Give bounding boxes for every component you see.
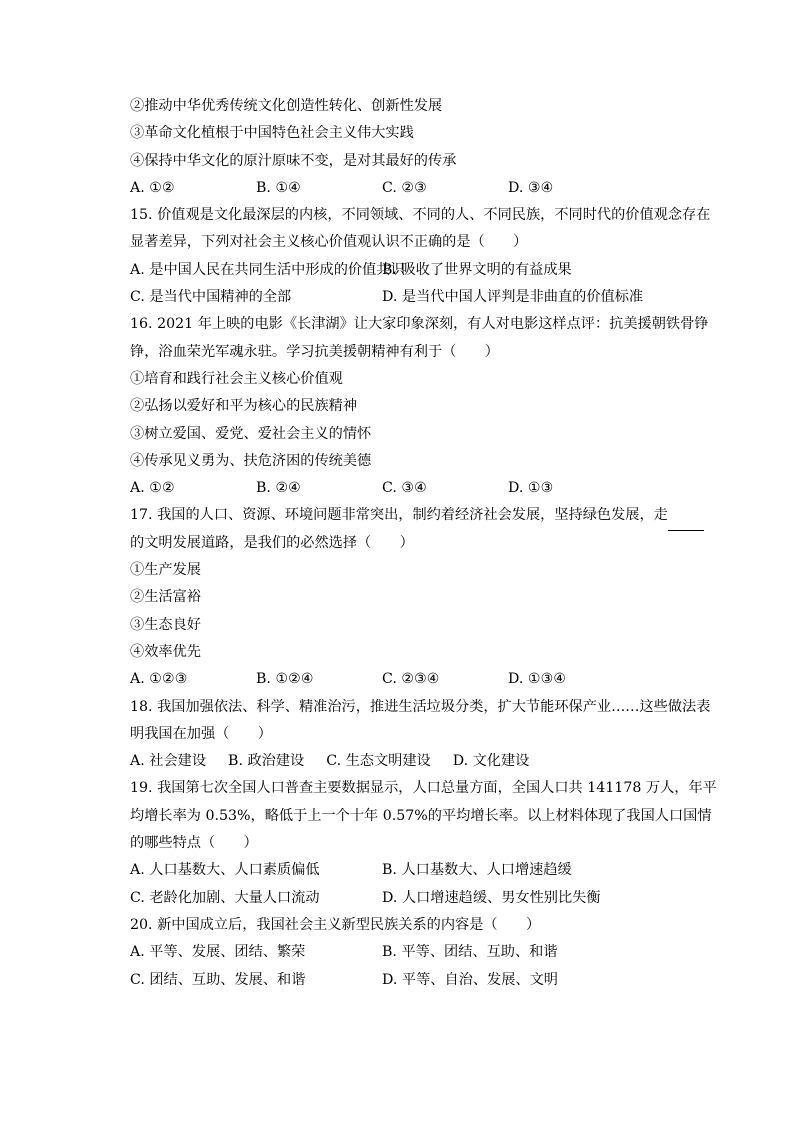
answer-options — [130, 175, 700, 202]
question-list — [130, 93, 717, 994]
option-b: B. 平等、团结、互助、和谐 — [382, 944, 558, 961]
option-c: C. 生态文明建设 — [326, 753, 431, 770]
question-19 — [130, 775, 717, 911]
statement-3: ③树立爱国、爱党、爱社会主义的情怀 — [130, 425, 372, 442]
question-stem: 显著差异，下列对社会主义核心价值观认识不正确的是（ ） — [130, 234, 528, 251]
question-17 — [130, 502, 700, 693]
question-stem-text: 17. 我国的人口、资源、环境问题非常突出，制约着经济社会发展，坚持绿色发展，走 — [130, 507, 668, 524]
option-d: D. ①③④ — [508, 671, 567, 688]
fill-in-blank — [668, 502, 704, 530]
question-stem: 18. 我国加强依法、科学、精准治污，推进生活垃圾分类，扩大节能环保产业……这些做法表 — [130, 698, 711, 715]
question-stem: 明我国在加强（ ） — [130, 725, 272, 742]
question-stem: 20. 新中国成立后，我国社会主义新型民族关系的内容是（ ） — [130, 916, 541, 933]
option-b: B. ①②④ — [256, 671, 314, 688]
answer-options-row-2 — [130, 885, 700, 912]
option-d: D. ③④ — [508, 179, 554, 196]
statement-2: ②生活富裕 — [130, 589, 201, 606]
option-a: A. 人口基数大、人口素质偏低 — [130, 862, 320, 879]
question-20 — [130, 912, 700, 994]
statement-1: ①生产发展 — [130, 562, 201, 579]
option-d: D. 是当代中国人评判是非曲直的价值标准 — [382, 289, 644, 306]
statement-3: ③生态良好 — [130, 616, 201, 633]
question-18 — [130, 694, 711, 776]
answer-options-row-1 — [130, 939, 700, 966]
statement-2: ②推动中华优秀传统文化创造性转化、创新性发展 — [130, 98, 443, 114]
answer-options-row-1 — [130, 257, 700, 284]
question-stem: 的文明发展道路，是我们的必然选择（ ） — [130, 534, 414, 551]
answer-options — [130, 475, 700, 502]
option-b: B. 政治建设 — [228, 753, 305, 770]
option-b: B. ①④ — [256, 179, 301, 196]
option-d: D. 人口增速趋缓、男女性别比失衡 — [382, 889, 601, 906]
option-c: C. ③④ — [382, 480, 427, 497]
option-c: C. 团结、互助、发展、和谐 — [130, 971, 306, 988]
answer-options-row-2 — [130, 967, 700, 994]
question-stem: 16. 2021 年上映的电影《长津湖》让大家印象深刻，有人对电影这样点评：抗美援朝铁骨铮 — [130, 316, 709, 333]
option-c: C. 是当代中国精神的全部 — [130, 289, 292, 306]
answer-options — [130, 748, 700, 775]
option-a: A. ①② — [130, 179, 175, 196]
option-a: A. 社会建设 — [130, 753, 207, 770]
option-a: A. 平等、发展、团结、繁荣 — [130, 944, 306, 961]
question-stem: 19. 我国第七次全国人口普查主要数据显示，人口总量方面，全国人口共 141178 万人，年平 — [130, 780, 717, 797]
statement-1: ①培育和践行社会主义核心价值观 — [130, 370, 343, 387]
question-stem — [130, 502, 700, 529]
question-stem: 均增长率为 0.53%，略低于上一个十年 0.57%的平均增长率。以上材料体现了我国人口国情 — [130, 807, 712, 824]
statement-2: ②弘扬以爱好和平为核心的民族精神 — [130, 398, 358, 415]
answer-options-row-1 — [130, 857, 700, 884]
option-a: A. ①②③ — [130, 671, 188, 688]
statement-4: ④保持中华文化的原汁原味不变，是对其最好的传承 — [130, 152, 457, 169]
option-a: A. ①② — [130, 480, 175, 497]
question-stem: 的哪些特点（ ） — [130, 835, 258, 852]
option-c: C. 老龄化加剧、大量人口流动 — [130, 889, 320, 906]
option-b: B. 人口基数大、人口增速趋缓 — [382, 862, 572, 879]
option-d: D. 文化建设 — [452, 753, 530, 770]
question-16 — [130, 311, 709, 502]
statement-4: ④传承见义勇为、扶危济困的传统美德 — [130, 452, 372, 469]
option-a: A. 是中国人民在共同生活中形成的价值共识 — [130, 261, 405, 278]
option-c: C. ②③ — [382, 179, 427, 196]
question-15 — [130, 202, 711, 311]
option-d: D. ①③ — [508, 480, 554, 497]
question-stem: 铮，浴血荣光军魂永驻。学习抗美援朝精神有利于（ ） — [130, 343, 499, 360]
statement-3: ③革命文化植根于中国特色社会主义伟大实践 — [130, 125, 414, 142]
statement-4: ④效率优先 — [130, 643, 201, 660]
option-d: D. 平等、自治、发展、文明 — [382, 971, 558, 988]
option-c: C. ②③④ — [382, 671, 440, 688]
answer-options-row-2 — [130, 284, 700, 311]
answer-options — [130, 666, 700, 693]
question-stem: 15. 价值观是文化最深层的内核，不同领域、不同的人、不同民族，不同时代的价值观念存在 — [130, 207, 711, 224]
option-b: B. 吸收了世界文明的有益成果 — [382, 261, 572, 278]
option-b: B. ②④ — [256, 480, 301, 497]
question-14-continued — [130, 93, 700, 202]
